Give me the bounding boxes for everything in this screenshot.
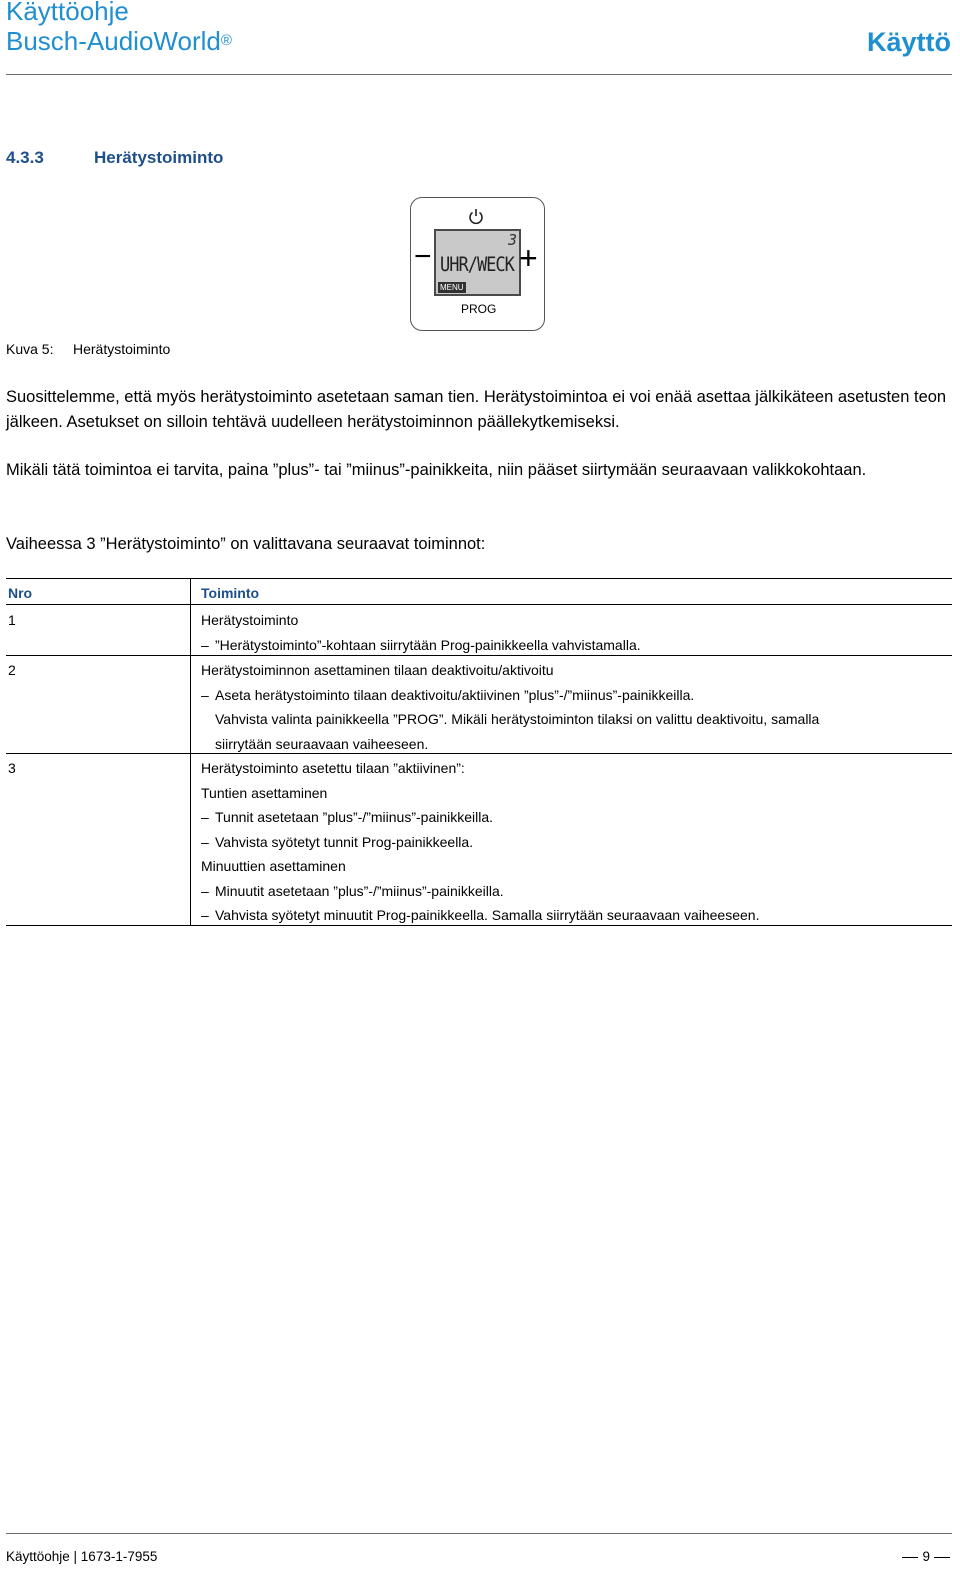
table-row-rule bbox=[6, 655, 952, 656]
row-line: – Minuutit asetetaan ”plus”-/”miinus”-painikkeilla. bbox=[215, 879, 504, 904]
table-bottom-rule bbox=[6, 925, 952, 926]
table-column-divider bbox=[190, 578, 191, 926]
figure-caption-label: Kuva 5: bbox=[6, 341, 54, 357]
registered-mark: ® bbox=[220, 32, 232, 49]
document-subtitle bbox=[6, 26, 232, 56]
menu-label: MENU bbox=[440, 283, 464, 292]
footer-document-id: Käyttöohje | 1673-1-7955 bbox=[6, 1549, 158, 1564]
row-number: 3 bbox=[8, 760, 16, 776]
row-line: Minuuttien asettaminen bbox=[201, 858, 346, 874]
column-header-nro: Nro bbox=[8, 585, 33, 601]
row-line: – ”Herätystoiminto”-kohtaan siirrytään Prog-painikkeella vahvistamalla. bbox=[215, 633, 641, 658]
header-divider bbox=[6, 74, 952, 75]
figure-caption-text: Herätystoiminto bbox=[73, 341, 171, 357]
minus-button: − bbox=[414, 240, 432, 273]
row-line: – Vahvista syötetyt tunnit Prog-painikkeella. bbox=[215, 830, 473, 855]
prog-button-label: PROG bbox=[461, 302, 497, 316]
row-line: – Vahvista syötetyt minuutit Prog-painikkeella. Samalla siirrytään seuraavaan vaiheeseen. bbox=[215, 903, 759, 928]
paragraph-options: Vaiheessa 3 ”Herätystoiminto” on valittavana seuraavat toiminnot: bbox=[6, 535, 486, 553]
table-top-rule bbox=[6, 578, 952, 579]
power-icon bbox=[466, 206, 486, 226]
lcd-text: UHR/WECK bbox=[440, 253, 514, 277]
row-line: Tuntien asettaminen bbox=[201, 784, 328, 801]
column-header-toiminto: Toiminto bbox=[201, 585, 260, 601]
section-number: 4.3.3 bbox=[6, 148, 44, 167]
row-line: Herätystoiminto bbox=[201, 612, 299, 628]
section-title: Herätystoiminto bbox=[94, 148, 224, 167]
page-number-dash bbox=[902, 1557, 918, 1558]
paragraph-intro: Suosittelemme, että myös herätystoiminto asetetaan saman tien. Herätystoimintoa ei voi enää asettaa jälkikäteen asetusten teon jälkeen. Asetukset on silloin tehtävä uudelleen herätystoiminnon päällekytkemiseksi. bbox=[6, 388, 947, 431]
table-header-rule bbox=[6, 604, 952, 605]
lcd-step-number: 3 bbox=[508, 231, 518, 249]
page-number bbox=[902, 1549, 950, 1564]
page-number-dash bbox=[934, 1557, 950, 1558]
chapter-tag: Käyttö bbox=[866, 27, 951, 57]
document-title: Käyttöohje bbox=[6, 0, 129, 26]
page-number-value: 9 bbox=[922, 1549, 930, 1564]
row-line: Vahvista valinta painikkeella ”PROG”. Mikäli herätystoiminton tilaksi on valittu deaktivoitu, samalla bbox=[215, 711, 820, 727]
row-number: 2 bbox=[8, 662, 16, 678]
row-line: Herätystoiminto asetettu tilaan ”aktiivinen”: bbox=[201, 760, 465, 776]
product-name: Busch-AudioWorld bbox=[6, 26, 221, 56]
row-line: – Aseta herätystoiminto tilaan deaktivoitu/aktiivinen ”plus”-/”miinus”-painikkeilla. bbox=[215, 683, 694, 708]
row-number: 1 bbox=[8, 612, 16, 628]
footer-divider bbox=[6, 1533, 952, 1534]
row-line: siirrytään seuraavaan vaiheeseen. bbox=[215, 735, 429, 752]
paragraph-skip: Mikäli tätä toimintoa ei tarvita, paina ”plus”- tai ”miinus”-painikkeita, niin pääset siirtymään seuraavaan valikkokohtaan. bbox=[6, 461, 867, 479]
row-line: Herätystoiminnon asettaminen tilaan deaktivoitu/aktivoitu bbox=[201, 662, 554, 678]
row-line: – Tunnit asetetaan ”plus”-/”miinus”-painikkeilla. bbox=[215, 805, 493, 830]
plus-button: + bbox=[519, 240, 538, 276]
table-row-rule bbox=[6, 753, 952, 754]
